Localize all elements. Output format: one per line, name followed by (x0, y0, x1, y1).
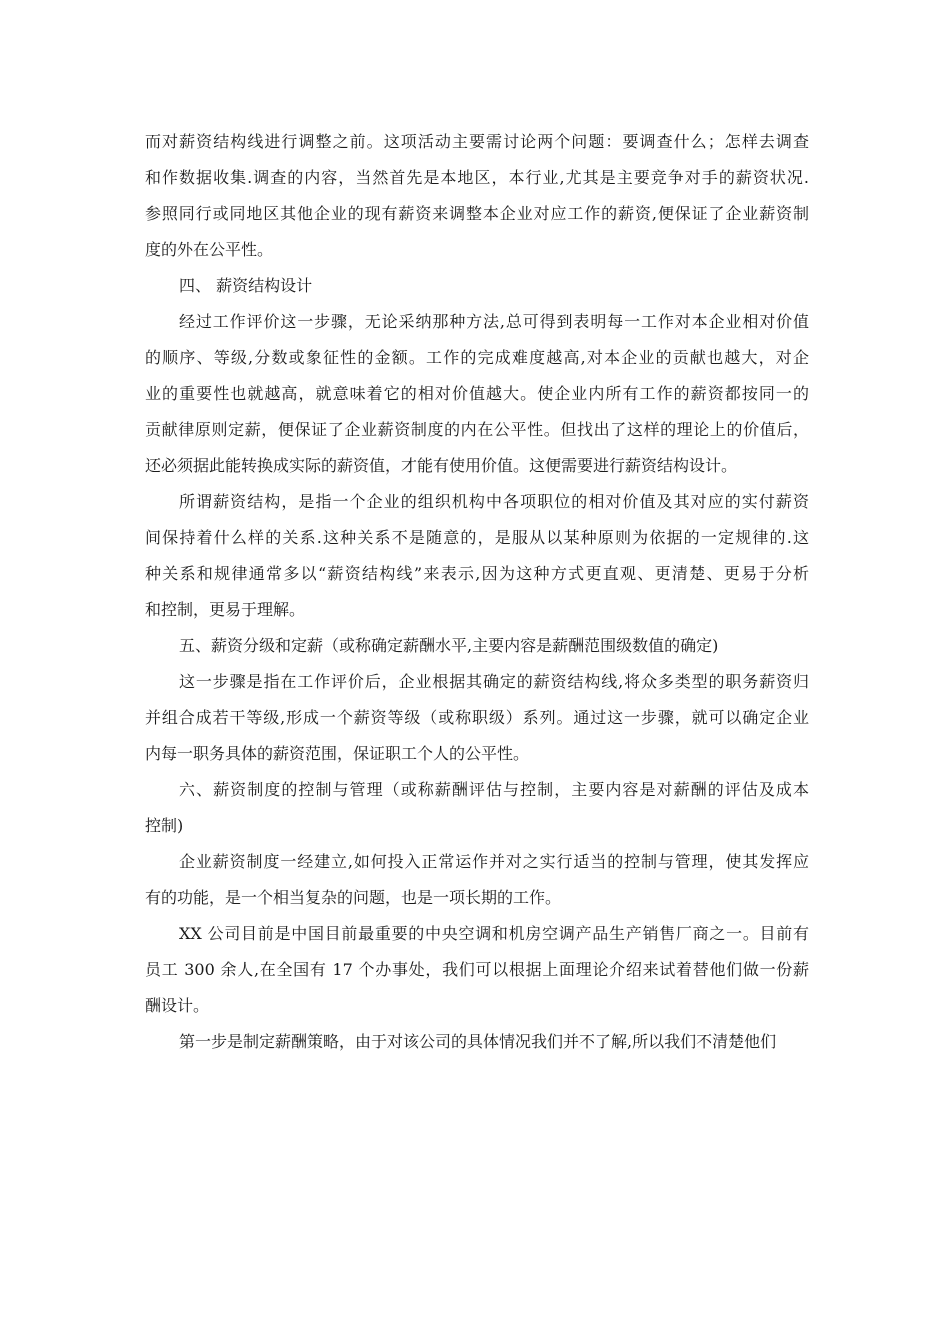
text-line: 和作数据收集.调查的内容，当然首先是本地区，本行业,尤其是主要竞争对手的薪资状况. (145, 168, 809, 187)
text-line: 有的功能，是一个相当复杂的问题，也是一项长期的工作。 (145, 888, 562, 907)
section-heading (145, 268, 809, 304)
text-line: 所谓薪资结构，是指一个企业的组织机构中各项职位的相对价值及其对应的实付薪资 (179, 492, 809, 511)
text-line: 这一步骤是指在工作评价后，企业根据其确定的薪资结构线,将众多类型的职务薪资归 (179, 672, 809, 691)
text-line: 还必须据此能转换成实际的薪资值，才能有使用价值。这便需要进行薪资结构设计。 (145, 456, 738, 475)
text-line: 度的外在公平性。 (145, 240, 274, 259)
section-heading (145, 628, 809, 664)
text-line: 种关系和规律通常多以“薪资结构线”来表示,因为这种方式更直观、更清楚、更易于分析 (145, 564, 809, 583)
body-paragraph (145, 844, 809, 916)
text-line: 并组合成若干等级,形成一个薪资等级（或称职级）系列。通过这一步骤，就可以确定企业 (145, 708, 809, 727)
text-line: 间保持着什么样的关系.这种关系不是随意的，是服从以某种原则为依据的一定规律的.这 (145, 528, 809, 547)
text-line: 内每一职务具体的薪资范围，保证职工个人的公平性。 (145, 744, 530, 763)
text-line: 而对薪资结构线进行调整之前。这项活动主要需讨论两个问题：要调查什么；怎样去调查 (145, 132, 809, 151)
body-paragraph (145, 124, 809, 268)
text-line: 经过工作评价这一步骤，无论采纳那种方法,总可得到表明每一工作对本企业相对价值 (179, 312, 809, 331)
text-line: 参照同行或同地区其他企业的现有薪资来调整本企业对应工作的薪资,便保证了企业薪资制 (145, 204, 809, 223)
text-line: 酬设计。 (145, 996, 210, 1015)
text-line: 企业薪资制度一经建立,如何投入正常运作并对之实行适当的控制与管理，使其发挥应 (179, 852, 809, 871)
text-line: XX 公司目前是中国目前最重要的中央空调和机房空调产品生产销售厂商之一。目前有 (179, 924, 809, 943)
text-line: 四、 薪资结构设计 (179, 276, 313, 295)
section-heading (145, 772, 809, 844)
document-body (145, 124, 809, 1060)
text-line: 和控制，更易于理解。 (145, 600, 306, 619)
text-line: 六、薪资制度的控制与管理（或称薪酬评估与控制，主要内容是对薪酬的评估及成本 (179, 780, 809, 799)
body-paragraph (145, 304, 809, 484)
text-line: 控制) (145, 816, 184, 835)
text-line: 业的重要性也就越高，就意味着它的相对价值越大。使企业内所有工作的薪资都按同一的 (145, 384, 809, 403)
text-line: 贡献律原则定薪，便保证了企业薪资制度的内在公平性。但找出了这样的理论上的价值后， (145, 420, 809, 439)
text-line: 员工 300 余人,在全国有 17 个办事处，我们可以根据上面理论介绍来试着替他们做一份薪 (145, 960, 809, 979)
body-paragraph (145, 664, 809, 772)
text-line: 第一步是制定薪酬策略，由于对该公司的具体情况我们并不了解,所以我们不清楚他们 (179, 1032, 777, 1051)
body-paragraph (145, 1024, 809, 1060)
text-line: 的顺序、等级,分数或象征性的金额。工作的完成难度越高,对本企业的贡献也越大，对企 (145, 348, 809, 367)
text-line: 五、薪资分级和定薪（或称确定薪酬水平,主要内容是薪酬范围级数值的确定) (179, 636, 719, 655)
body-paragraph (145, 916, 809, 1024)
body-paragraph (145, 484, 809, 628)
